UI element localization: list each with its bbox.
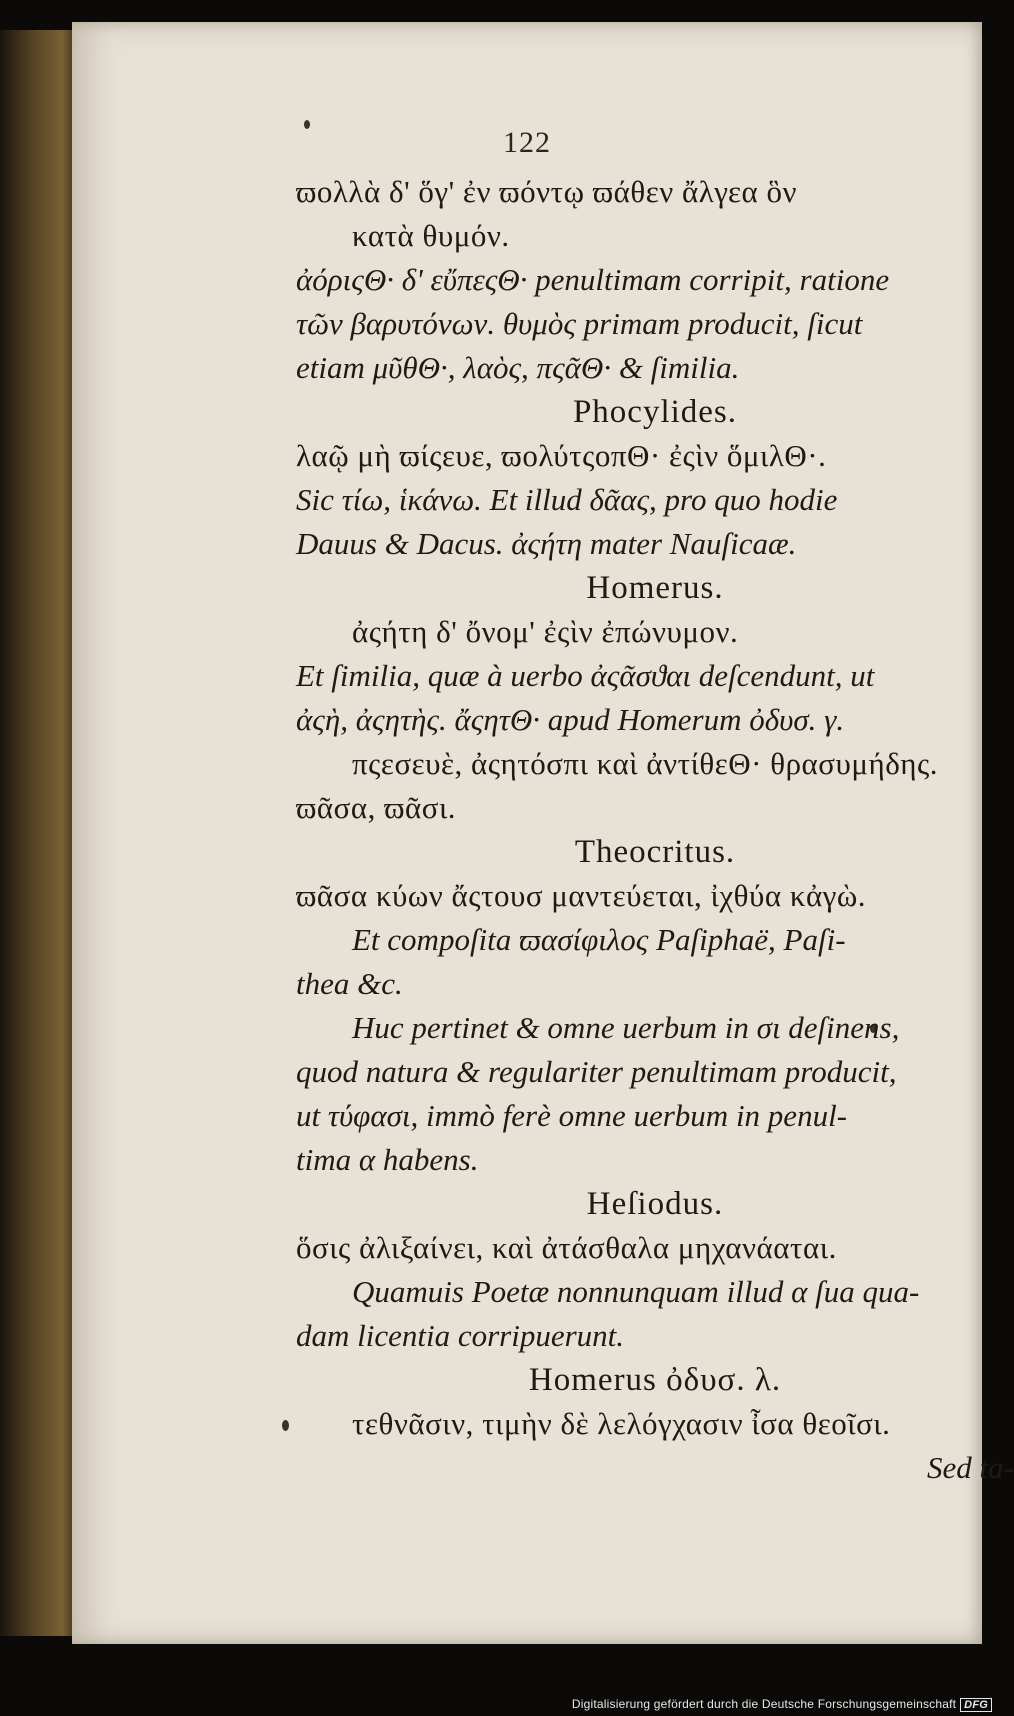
- text-line: πςεσευὲ, ἀςητόσπι καὶ ἀντίθεΘ· θρασυμήδης.: [352, 746, 939, 781]
- text-line: Sic τίω, ἱκάνω. Et illud δᾶας, pro quo hodie: [296, 482, 838, 517]
- ink-speck: [282, 1420, 289, 1431]
- page-number: 122: [503, 126, 551, 159]
- text-line: ϖᾶσα, ϖᾶσι.: [296, 790, 457, 825]
- text-line: tima α habens.: [296, 1142, 479, 1177]
- dfg-logo: DFG: [960, 1698, 992, 1712]
- text-line: Et compoſita ϖασίφιλος Paſiphaë, Paſi-: [352, 922, 846, 957]
- text-line: κατὰ θυμόν.: [352, 218, 510, 253]
- text-line: ἀςήτη δ' ὄνομ' ἐςὶν ἐπώνυμον.: [352, 614, 739, 649]
- section-heading: Heſiodus.: [586, 1186, 724, 1222]
- text-line: τεθνᾶσιν, τιμὴν δὲ λελόγχασιν ἶσα θεοῖσι.: [352, 1406, 891, 1441]
- credit-text: Digitalisierung gefördert durch die Deutsche Forschungsgemeinschaft: [571, 1697, 957, 1711]
- section-heading: Homerus.: [586, 570, 724, 606]
- text-line: ϖολλὰ δ' ὅγ' ἐν ϖόντῳ ϖάθεν ἄλγεα ὃν: [296, 174, 797, 209]
- text-line: ἀςὴ, ἀςητὴς. ἄςητΘ· apud Homerum ὀδυσ. γ.: [296, 702, 845, 737]
- text-line: Huc pertinet & omne uerbum in σι deſinens,: [352, 1010, 900, 1045]
- text-line: ut τύφασι, immò ferè omne uerbum in penul-: [296, 1098, 848, 1133]
- text-line: ϖᾶσα κύων ἄςτουσ μαντεύεται, ἰχθύα κἀγὼ.: [296, 878, 867, 913]
- text-line: Quamuis Poetæ nonnunquam illud α ſua qua-: [352, 1274, 920, 1309]
- text-line: Dauus & Dacus. ἀςήτη mater Nauſicaæ.: [296, 526, 797, 561]
- text-line: dam licentia corripuerunt.: [296, 1318, 625, 1353]
- text-line: λαῷ μὴ ϖίςευε, ϖολύτςοπΘ· ἐςὶν ὅμιλΘ·.: [296, 438, 827, 473]
- section-heading: Theocritus.: [574, 834, 736, 870]
- text-line: τῶν βαρυτόνων. θυμὸς primam producit, ſicut: [296, 306, 863, 341]
- digitization-credit: [572, 1697, 992, 1712]
- catchword: Sed ta-: [927, 1450, 1014, 1485]
- text-line: thea &c.: [296, 966, 403, 1001]
- section-heading: Phocylides.: [572, 394, 738, 430]
- section-heading: Homerus ὀδυσ. λ.: [528, 1362, 782, 1398]
- text-line: quod natura & regulariter penultimam producit,: [296, 1054, 897, 1089]
- text-line: ὅσις ἀλιξαίνει, καὶ ἀτάσθαλα μηχανάαται.: [296, 1230, 837, 1265]
- book-edge: [0, 30, 78, 1636]
- book-page: [72, 22, 1014, 1644]
- text-line: etiam μῦθΘ·, λαὸς, πςᾶΘ· & ſimilia.: [296, 350, 740, 385]
- text-line: Et ſimilia, quæ à uerbo ἀςᾶσϑαι deſcendunt, ut: [296, 658, 875, 693]
- page-text: [296, 170, 1014, 1490]
- text-line: ἀόριςΘ· δ' εὔπεςΘ· penultimam corripit, ratione: [296, 262, 890, 297]
